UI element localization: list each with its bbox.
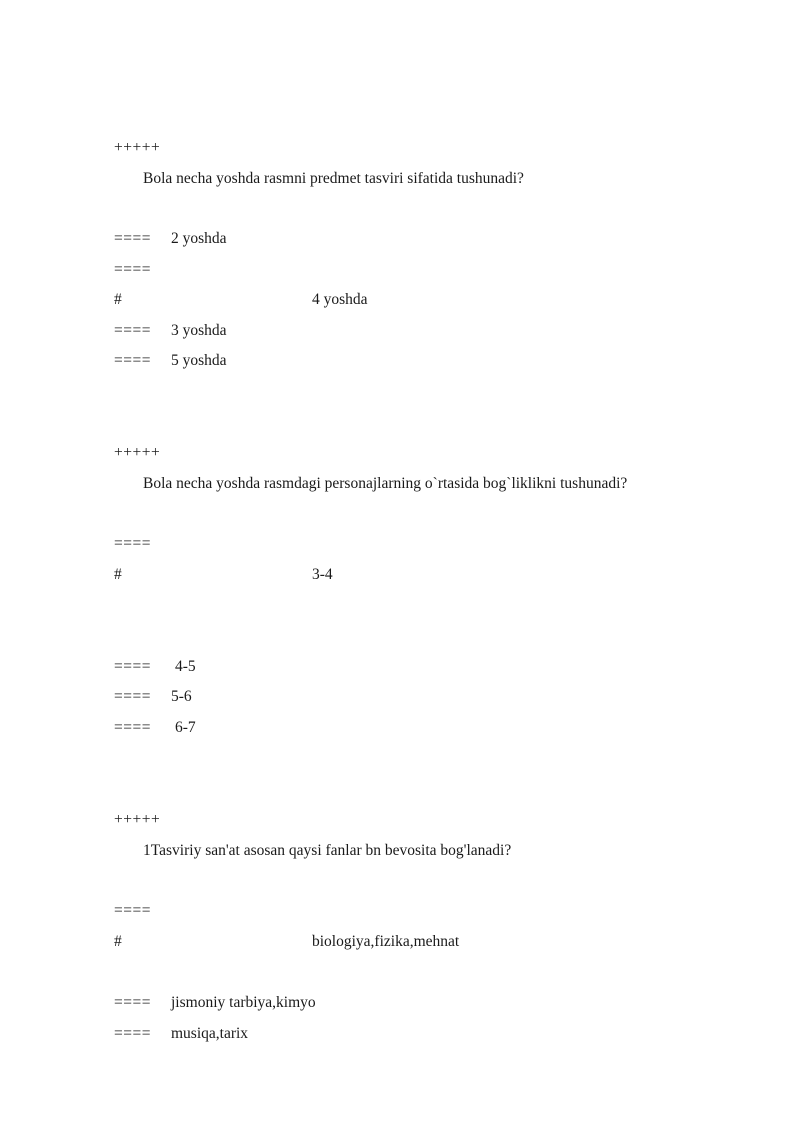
correct-answer-marker: # <box>114 933 123 950</box>
question-text: 1Tasviriy san'at asosan qaysi fanlar bn bevosita bog'lanadi? <box>143 842 512 859</box>
option-text: 5 yoshda <box>171 352 227 369</box>
option-text: 5-6 <box>171 688 192 705</box>
option-marker: ==== <box>114 688 151 705</box>
correct-answer-marker: # <box>114 291 123 308</box>
option-text: musiqa,tarix <box>171 1025 249 1042</box>
option-text: 2 yoshda <box>171 230 227 247</box>
option-marker: ==== <box>114 535 151 552</box>
correct-answer-text: 4 yoshda <box>312 291 368 308</box>
question-text: Bola necha yoshda rasmdagi personajlarning o`rtasida bog`liklikni tushunadi? <box>143 475 628 492</box>
correct-answer-text: biologiya,fizika,mehnat <box>312 933 460 950</box>
option-marker: ==== <box>114 230 151 247</box>
option-text: 3 yoshda <box>171 322 227 339</box>
option-text: jismoniy tarbiya,kimyo <box>171 994 316 1011</box>
option-marker: ==== <box>114 1025 151 1042</box>
question-separator: +++++ <box>114 444 161 461</box>
question-text: Bola necha yoshda rasmni predmet tasviri sifatida tushunadi? <box>143 170 524 187</box>
option-text: 4-5 <box>175 658 196 675</box>
correct-answer-text: 3-4 <box>312 566 333 583</box>
option-marker: ==== <box>114 994 151 1011</box>
question-separator: +++++ <box>114 811 161 828</box>
option-marker: ==== <box>114 322 151 339</box>
option-marker: ==== <box>114 902 151 919</box>
option-marker: ==== <box>114 719 151 736</box>
correct-answer-marker: # <box>114 566 123 583</box>
option-marker: ==== <box>114 352 151 369</box>
question-separator: +++++ <box>114 139 161 156</box>
option-marker: ==== <box>114 658 151 675</box>
option-text: 6-7 <box>175 719 196 736</box>
option-marker: ==== <box>114 261 151 278</box>
